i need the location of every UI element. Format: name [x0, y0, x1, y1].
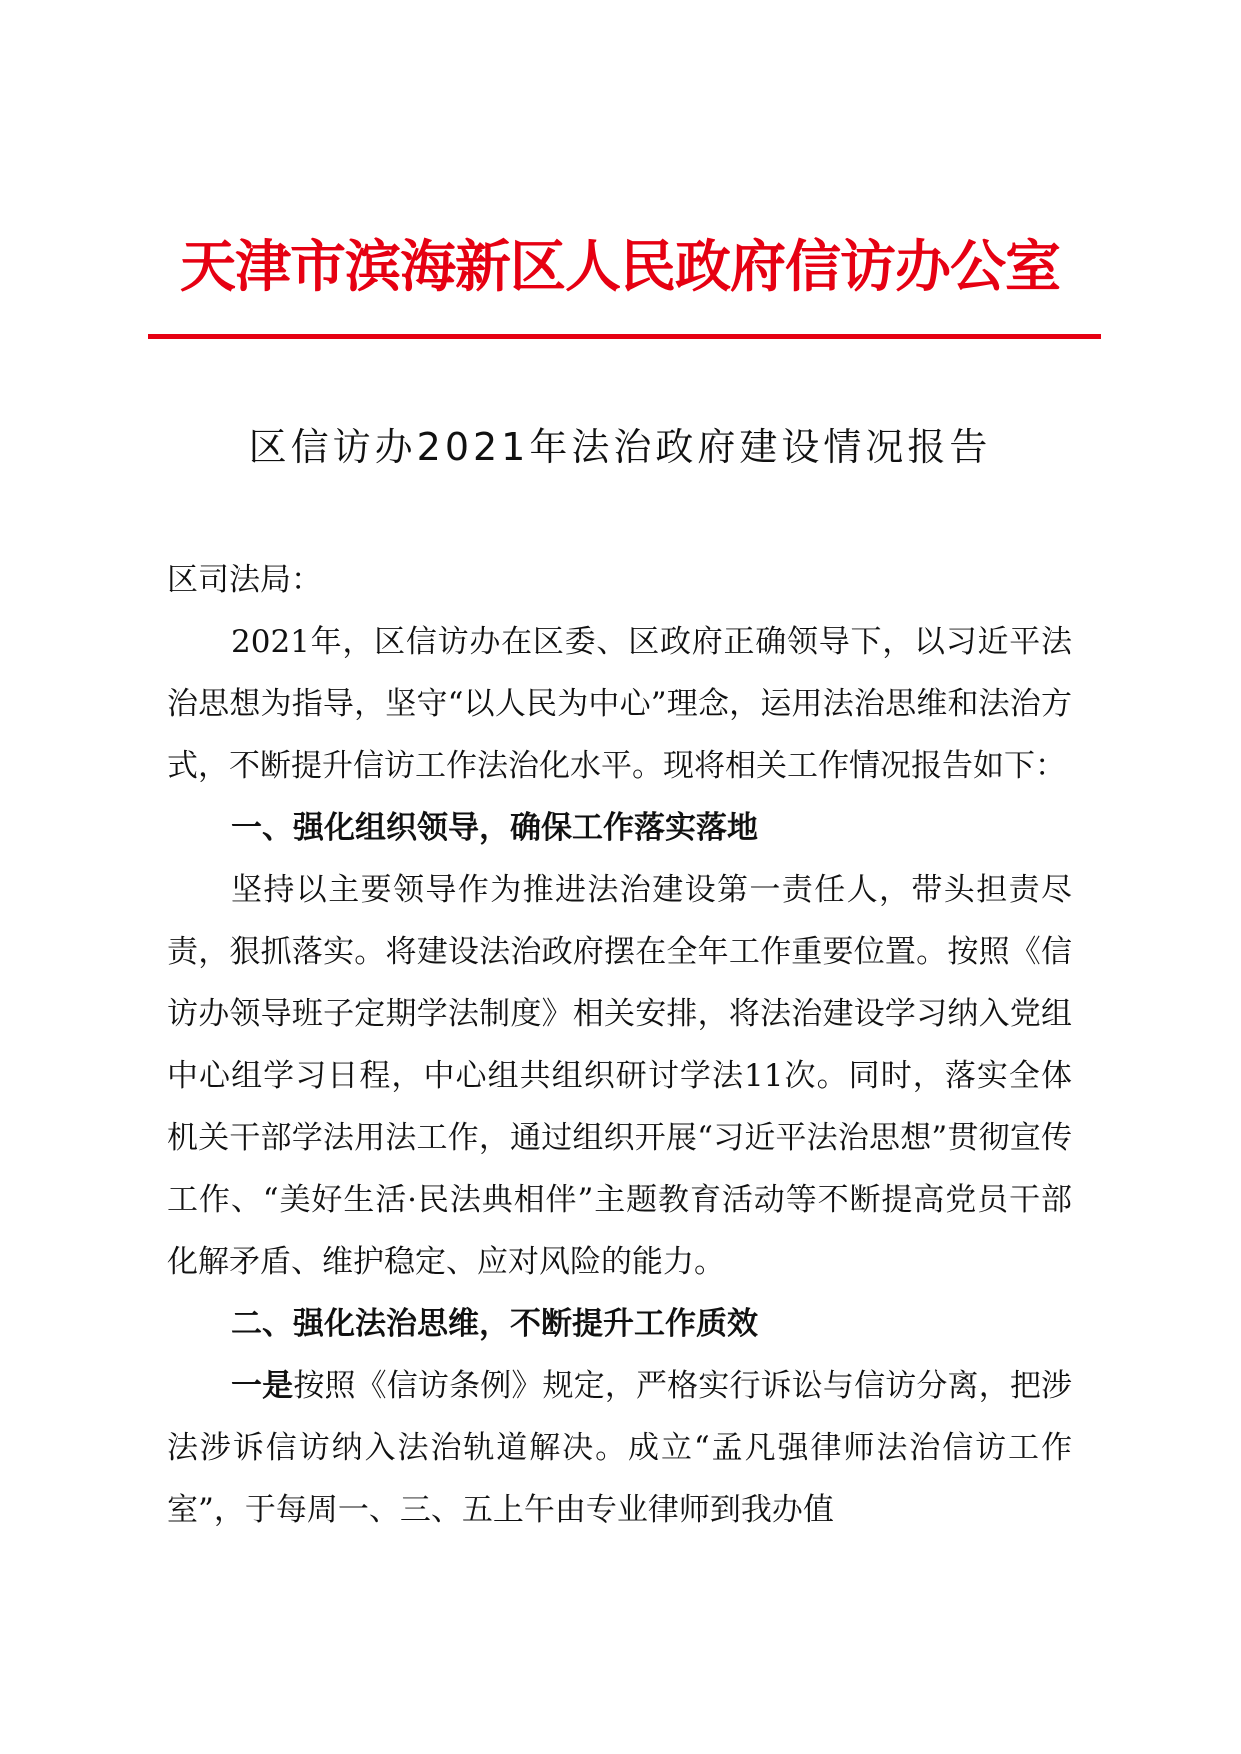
section-1-paragraph: 坚持以主要领导作为推进法治建设第一责任人，带头担责尽责，狠抓落实。将建设法治政府摆在全年工作重要位置。按照《信访办领导班子定期学法制度》相关安排，将法治建设学习纳入党组中心组学习日程，中心组共组织研讨学法11次。同时，落实全体机关干部学法用法工作，通过组织开展“习近平法治思想”贯彻宣传工作、“美好生活·民法典相伴”主题教育活动等不断提高党员干部化解矛盾、维护稳定、应对风险的能力。: [167, 872, 1072, 1280]
masthead-red-rule: [148, 334, 1101, 339]
section-2-paragraph: [167, 1355, 1072, 1541]
section-1-heading: 一、强化组织领导，确保工作落实落地: [231, 810, 758, 846]
section-2-lead: 一是: [231, 1368, 294, 1404]
masthead-organization: 天津市滨海新区人民政府信访办公室: [180, 234, 1060, 300]
intro-paragraph: 2021年，区信访办在区委、区政府正确领导下，以习近平法治思想为指导，坚守“以人民为中心”理念，运用法治思维和法治方式，不断提升信访工作法治化水平。现将相关工作情况报告如下：: [167, 624, 1072, 784]
document-body: [167, 549, 1072, 1541]
document-title: 区信访办2021年法治政府建设情况报告: [248, 425, 992, 469]
section-2-text: 按照《信访条例》规定，严格实行诉讼与信访分离，把涉法涉诉信访纳入法治轨道解决。成立“孟凡强律师法治信访工作室”，于每周一、三、五上午由专业律师到我办值: [167, 1368, 1073, 1528]
section-2-heading: 二、强化法治思维，不断提升工作质效: [231, 1306, 758, 1342]
salutation: 区司法局：: [167, 562, 322, 598]
